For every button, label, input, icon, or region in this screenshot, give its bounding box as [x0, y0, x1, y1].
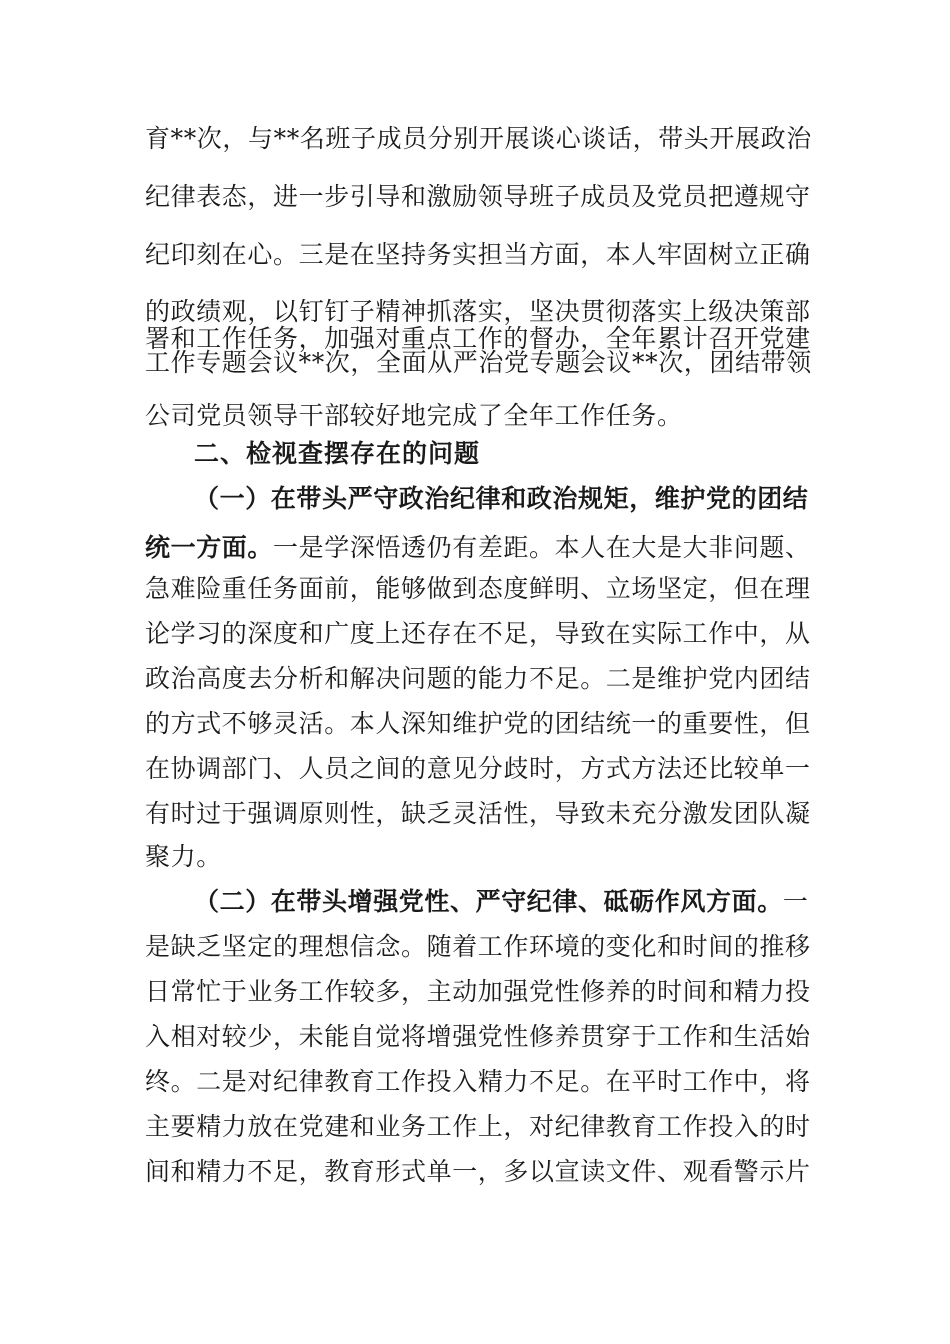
- body-line: 主要精力放在党建和业务工作上，对纪律教育工作投入的时: [145, 1112, 811, 1141]
- para2-line-1: [194, 885, 808, 919]
- body-line: 间和精力不足，教育形式单一，多以宣读文件、观看警示片: [145, 1157, 811, 1186]
- body-line: 论学习的深度和广度上还存在不足，导致在实际工作中，从: [145, 619, 811, 648]
- body-line: 育**次，与**名班子成员分别开展谈心谈话，带头开展政治: [145, 124, 812, 153]
- body-line: 聚力。: [145, 842, 222, 871]
- body-line: 在协调部门、人员之间的意见分歧时，方式方法还比较单一: [145, 754, 811, 783]
- body-line: 有时过于强调原则性，缺乏灵活性，导致未充分激发团队凝: [145, 799, 811, 828]
- body-line: 终。二是对纪律教育工作投入精力不足。在平时工作中，将: [145, 1067, 811, 1096]
- para1-line-2: [145, 531, 811, 565]
- body-line: 入相对较少，未能自觉将增强党性修养贯穿于工作和生活始: [145, 1022, 811, 1051]
- body-line: 急难险重任务面前，能够做到态度鲜明、立场坚定，但在理: [145, 574, 811, 603]
- body-line: 署和工作任务，加强对重点工作的督办，全年累计召开党建: [145, 324, 811, 353]
- para1-heading-end: 统一方面。: [145, 533, 274, 562]
- para2-heading: （二）在带头增强党性、严守纪律、砥砺作风方面。: [194, 887, 783, 916]
- section-heading: 二、检视查摆存在的问题: [194, 439, 481, 468]
- body-line: 的政绩观，以钉钉子精神抓落实，坚决贯彻落实上级决策部: [145, 297, 811, 326]
- para2-line-1-text: 一: [782, 887, 809, 916]
- para1-line-2-text: 一是学深悟透仍有差距。本人在大是大非问题、: [273, 533, 811, 562]
- body-line: 日常忙于业务工作较多，主动加强党性修养的时间和精力投: [145, 977, 811, 1006]
- body-line: 是缺乏坚定的理想信念。随着工作环境的变化和时间的推移: [145, 932, 811, 961]
- body-line: 政治高度去分析和解决问题的能力不足。二是维护党内团结: [145, 664, 811, 693]
- body-line: 纪印刻在心。三是在坚持务实担当方面，本人牢固树立正确: [145, 240, 811, 269]
- body-line: 纪律表态，进一步引导和激励领导班子成员及党员把遵规守: [145, 182, 811, 211]
- body-line: 工作专题会议**次，全面从严治党专题会议**次，团结带领: [145, 348, 812, 377]
- body-line: 公司党员领导干部较好地完成了全年工作任务。: [145, 401, 683, 430]
- para1-heading-line: （一）在带头严守政治纪律和政治规矩，维护党的团结: [194, 484, 809, 513]
- body-line: 的方式不够灵活。本人深知维护党的团结统一的重要性，但: [145, 709, 811, 738]
